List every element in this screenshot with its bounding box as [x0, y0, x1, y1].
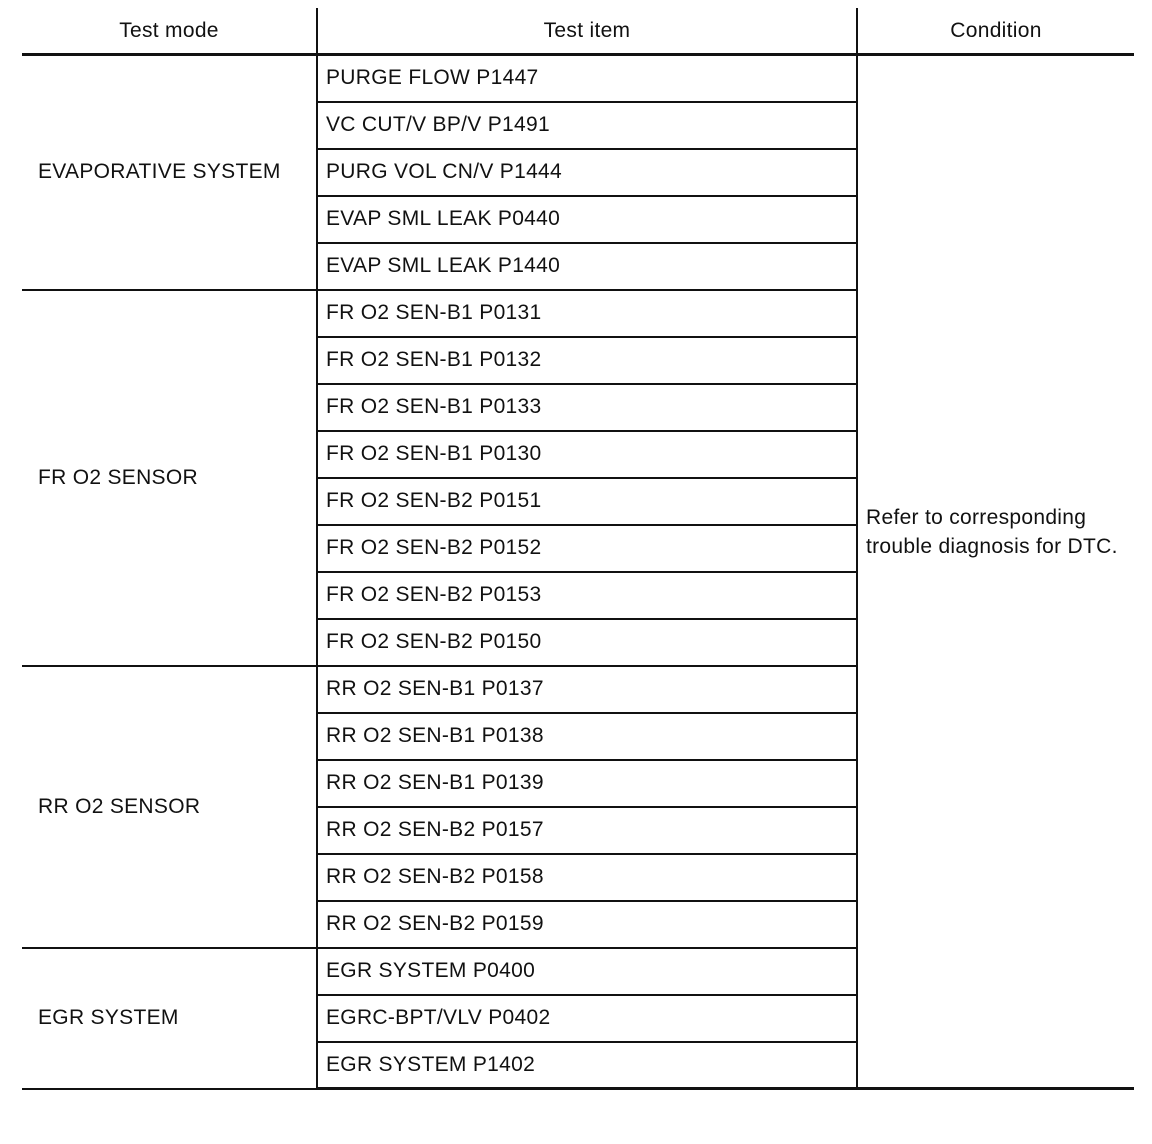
test-item-cell: RR O2 SEN-B2 P0158: [317, 854, 857, 901]
test-item-cell: EGRC-BPT/VLV P0402: [317, 995, 857, 1042]
test-mode-table: [22, 8, 1134, 1090]
test-item-cell: FR O2 SEN-B1 P0133: [317, 384, 857, 431]
header-condition: Condition: [857, 8, 1134, 55]
table-body: [22, 55, 1134, 1089]
condition-cell: Refer to corresponding trouble diagnosis for DTC.: [857, 55, 1134, 1089]
header-test-item: Test item: [317, 8, 857, 55]
table-row: [22, 55, 1134, 102]
test-item-cell: EVAP SML LEAK P1440: [317, 243, 857, 290]
test-item-cell: EVAP SML LEAK P0440: [317, 196, 857, 243]
test-item-cell: FR O2 SEN-B2 P0151: [317, 478, 857, 525]
test-item-cell: FR O2 SEN-B1 P0131: [317, 290, 857, 337]
test-item-cell: EGR SYSTEM P0400: [317, 948, 857, 995]
test-item-cell: FR O2 SEN-B2 P0150: [317, 619, 857, 666]
test-item-cell: FR O2 SEN-B1 P0132: [317, 337, 857, 384]
header-row: [22, 8, 1134, 55]
test-item-cell: FR O2 SEN-B2 P0153: [317, 572, 857, 619]
test-mode-cell: FR O2 SENSOR: [22, 290, 317, 666]
test-item-cell: EGR SYSTEM P1402: [317, 1042, 857, 1089]
test-item-cell: PURG VOL CN/V P1444: [317, 149, 857, 196]
test-mode-cell: RR O2 SENSOR: [22, 666, 317, 948]
test-item-cell: VC CUT/V BP/V P1491: [317, 102, 857, 149]
test-item-cell: RR O2 SEN-B2 P0159: [317, 901, 857, 948]
test-item-cell: FR O2 SEN-B2 P0152: [317, 525, 857, 572]
test-mode-cell: EVAPORATIVE SYSTEM: [22, 55, 317, 290]
test-item-cell: RR O2 SEN-B1 P0139: [317, 760, 857, 807]
test-mode-cell: EGR SYSTEM: [22, 948, 317, 1089]
test-item-cell: RR O2 SEN-B1 P0138: [317, 713, 857, 760]
test-item-cell: PURGE FLOW P1447: [317, 55, 857, 102]
test-item-cell: RR O2 SEN-B1 P0137: [317, 666, 857, 713]
test-item-cell: RR O2 SEN-B2 P0157: [317, 807, 857, 854]
header-test-mode: Test mode: [22, 8, 317, 55]
test-item-cell: FR O2 SEN-B1 P0130: [317, 431, 857, 478]
